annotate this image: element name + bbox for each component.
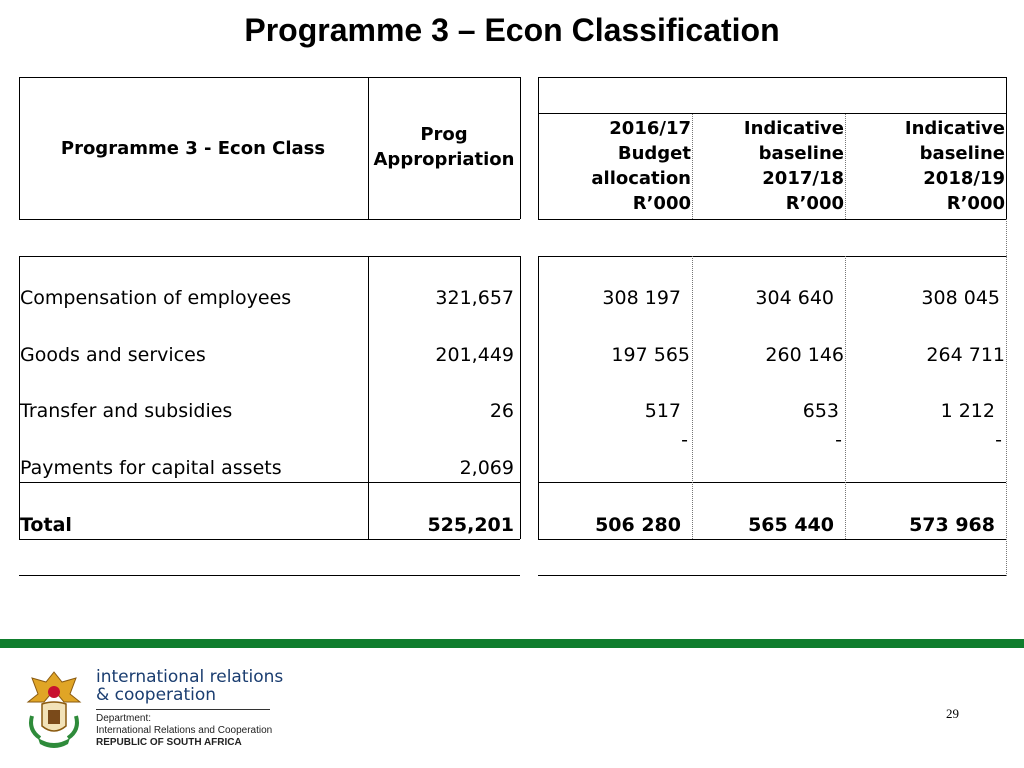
row-2016-17: 308 197 <box>602 287 681 309</box>
row-prog: 26 <box>489 400 514 422</box>
total-2016-17: 506 280 <box>595 514 681 536</box>
row-2017-18: - <box>835 429 842 451</box>
page-number: 29 <box>946 706 959 721</box>
brand-line-1: international relations <box>96 667 284 687</box>
row-2018-19: - <box>995 429 1002 451</box>
row-label: Payments for capital assets <box>20 457 282 479</box>
dept-line-2: International Relations and Cooperation <box>96 725 273 736</box>
row-2018-19: 1 212 <box>940 400 995 422</box>
footer-green-bar <box>0 639 1024 648</box>
header-row-label: Programme 3 - Econ Class <box>60 138 326 159</box>
row-prog: 201,449 <box>435 344 514 366</box>
row-label: Transfer and subsidies <box>20 400 233 422</box>
row-2016-17: 517 <box>644 400 681 422</box>
row-prog: 2,069 <box>459 457 514 479</box>
row-2016-17: - <box>681 429 688 451</box>
row-2017-18: 304 640 <box>755 287 834 309</box>
row-prog: 321,657 <box>435 287 514 309</box>
total-2017-18: 565 440 <box>748 514 834 536</box>
row-2018-19: 308 045 <box>921 287 1000 309</box>
total-prog: 525,201 <box>427 514 514 536</box>
header-2018-19: Indicative baseline 2018/19 R’000 <box>904 118 1005 214</box>
row-2016-17: 197 565 <box>611 344 690 366</box>
header-prog-appropriation: Prog Appropriation <box>373 124 515 170</box>
total-2018-19: 573 968 <box>909 514 995 536</box>
header-2017-18: Indicative baseline 2017/18 R’000 <box>743 118 844 214</box>
dept-line-1: Department: <box>96 713 152 724</box>
row-label: Goods and services <box>20 344 206 366</box>
row-2017-18: 653 <box>802 400 839 422</box>
row-label: Compensation of employees <box>20 287 292 309</box>
department-logo-text <box>96 668 283 749</box>
dept-line-3: REPUBLIC OF SOUTH AFRICA <box>96 737 242 748</box>
row-2017-18: 260 146 <box>765 344 844 366</box>
coat-of-arms-icon <box>24 668 84 750</box>
page-title: Programme 3 – Econ Classification <box>244 12 780 48</box>
total-label: Total <box>20 514 72 536</box>
header-2016-17: 2016/17 Budget allocation R’000 <box>591 118 691 214</box>
brand-line-2: & cooperation <box>96 685 217 705</box>
row-2018-19: 264 711 <box>926 344 1005 366</box>
